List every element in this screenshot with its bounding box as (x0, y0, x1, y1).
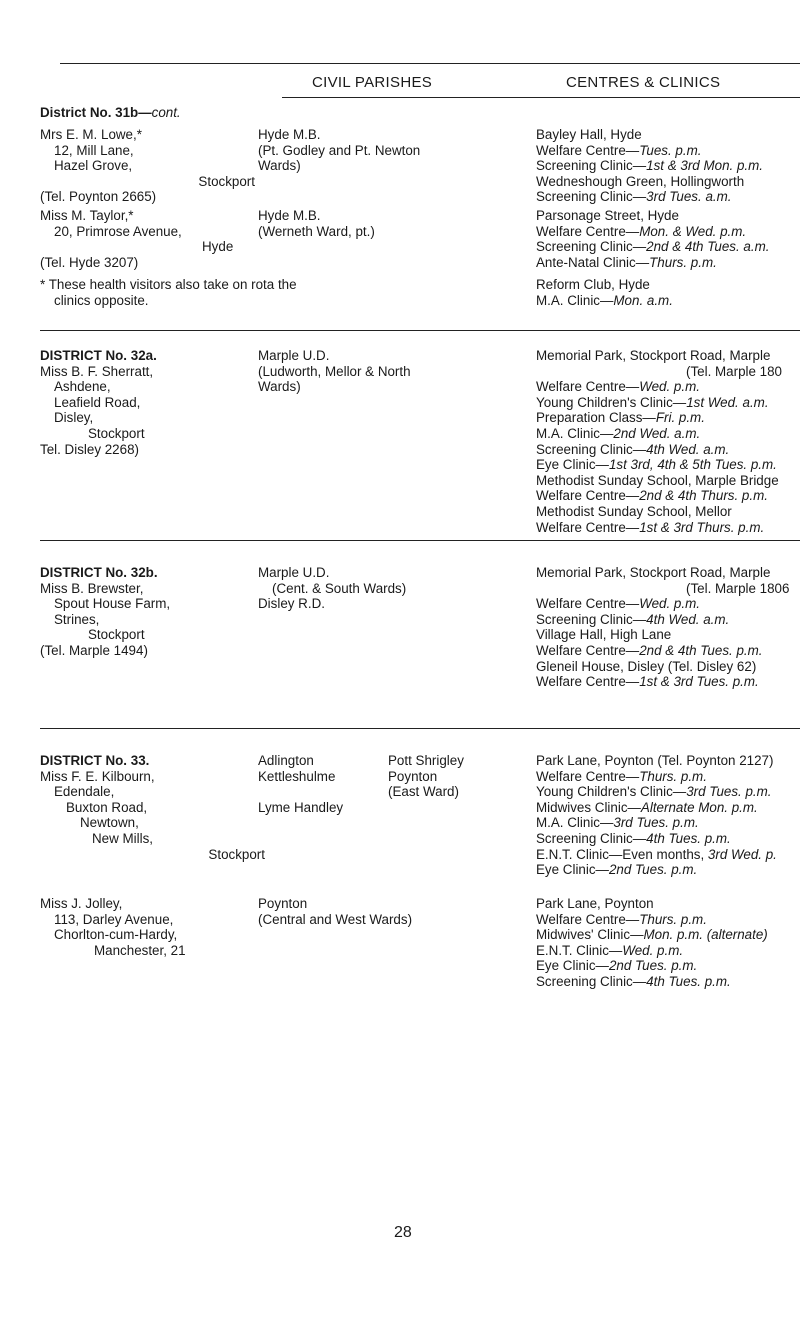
district-33-visitor-jolley: Miss J. Jolley, 113, Darley Avenue, Chorlton-cum-Hardy, Manchester, 21 (40, 896, 186, 958)
district-32b-parish: Marple U.D. (Cent. & South Wards) Disley R.D. (258, 565, 407, 612)
top-rule (60, 63, 800, 64)
parish-hyde-werneth: Hyde M.B. (Werneth Ward, pt.) (258, 208, 375, 239)
district-32a-centres: Memorial Park, Stockport Road, Marple (Tel. Marple 180 Welfare Centre—Wed. p.m. Young Children's Clinic—1st Wed. a.m. Preparation Class—Fri. p.m. M.A. Clinic—2nd Wed. a.m. Screening Clinic—4th Wed. a.m. Eye Clinic—1st 3rd, 4th & 5th Tues. p.m. Methodist Sunday School, Marple Bridge Welfare Centre—2nd & 4th Thurs. p.m. Methodist Sunday School, Mellor Welfare Centre—1st & 3rd Thurs. p.m. (536, 348, 783, 535)
centres-parsonage-street: Parsonage Street, Hyde Welfare Centre—Mon. & Wed. p.m. Screening Clinic—2nd & 4th Tues. a.m. Ante-Natal Clinic—Thurs. p.m. (536, 208, 770, 270)
district-32a-visitor: DISTRICT No. 32a. Miss B. F. Sherratt, Ashdene, Leafield Road, Disley, Stockport Tel. Disley 2268) (40, 348, 157, 457)
district-32b-centres: Memorial Park, Stockport Road, Marple (Tel. Marple 1806 Welfare Centre—Wed. p.m. Screening Clinic—4th Wed. a.m. Village Hall, High Lane Welfare Centre—2nd & 4th Tues. p.m. Gleneil House, Disley (Tel. Disley 62) Welfare Centre—1st & 3rd Tues. p.m. (536, 565, 790, 690)
centres-reform-club: Reform Club, Hyde M.A. Clinic—Mon. a.m. (536, 277, 673, 308)
parish-hyde-godley: Hyde M.B. (Pt. Godley and Pt. Newton Wards) (258, 127, 421, 174)
visitor-lowe: Mrs E. M. Lowe,* 12, Mill Lane, Hazel Grove, Stockport (Tel. Poynton 2665) (40, 127, 255, 205)
divider-2 (40, 540, 800, 541)
district-33-centres-east: Park Lane, Poynton (Tel. Poynton 2127) Welfare Centre—Thurs. p.m. Young Children's Clinic—3rd Tues. p.m. Midwives Clinic—Alternate Mon. p.m. M.A. Clinic—3rd Tues. p.m. Screening Clinic—4th Tues. p.m. E.N.T. Clinic—Even months, 3rd Wed. p. Eye Clinic—2nd Tues. p.m. (536, 753, 777, 878)
district-33-parish-poynton: Poynton (Central and West Wards) (258, 896, 413, 927)
header-centres-clinics: CENTRES & CLINICS (566, 74, 721, 91)
visitor-taylor: Miss M. Taylor,* 20, Primrose Avenue, Hyde (Tel. Hyde 3207) (40, 208, 234, 270)
page-number: 28 (394, 1224, 412, 1241)
divider-1 (40, 330, 800, 331)
header-civil-parishes: CIVIL PARISHES (312, 74, 433, 91)
district-33-centres-central-west: Park Lane, Poynton Welfare Centre—Thurs. p.m. Midwives' Clinic—Mon. p.m. (alternate) E.N.T. Clinic—Wed. p.m. Eye Clinic—2nd Tues. p.m. Screening Clinic—4th Tues. p.m. (536, 896, 768, 989)
district-33-visitor-kilbourn: DISTRICT No. 33. Miss F. E. Kilbourn, Edendale, Buxton Road, Newtown, New Mills, Stockport (40, 753, 265, 862)
district-33-parish-b: Pott Shrigley Poynton (East Ward) (388, 753, 464, 800)
health-visitor-note: * These health visitors also take on rota the clinics opposite. (40, 277, 297, 308)
district-32a-parish: Marple U.D. (Ludworth, Mellor & North Wards) (258, 348, 411, 395)
district-31b-title: District No. 31b—cont. (40, 105, 181, 120)
district-32b-visitor: DISTRICT No. 32b. Miss B. Brewster, Spout House Farm, Strines, Stockport (Tel. Marple 1494) (40, 565, 171, 658)
centres-bayley-hall: Bayley Hall, Hyde Welfare Centre—Tues. p.m. Screening Clinic—1st & 3rd Mon. p.m. Wedneshough Green, Hollingworth Screening Clinic—3rd Tues. a.m. (536, 127, 763, 205)
header-rule (282, 97, 800, 98)
divider-3 (40, 728, 800, 729)
district-33-parish-a: Adlington Kettleshulme Lyme Handley (258, 753, 344, 815)
